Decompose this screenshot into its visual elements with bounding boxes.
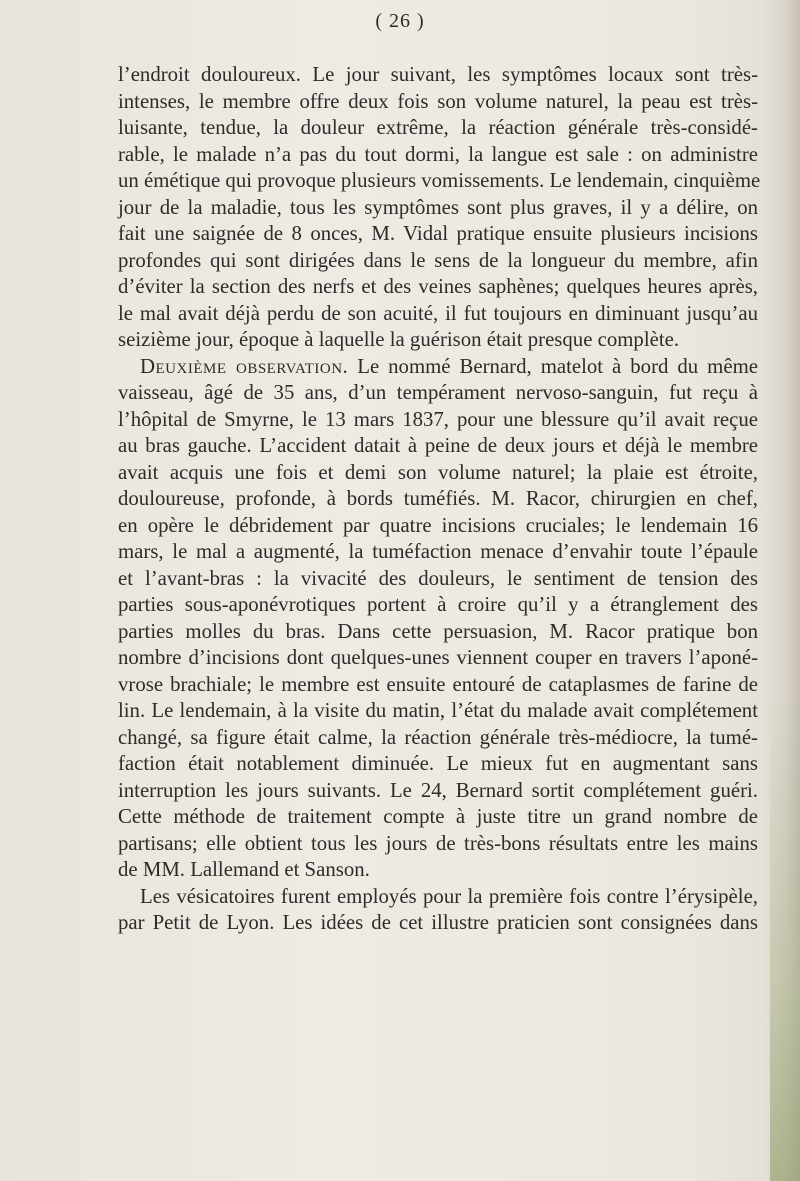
text-line: profondes qui sont dirigées dans le sens de la longueur du membre, afin <box>118 248 758 272</box>
text-line: en opère le débridement par quatre incisions cruciales; le lendemain 16 <box>118 513 758 537</box>
text-line: rable, le malade n’a pas du tout dormi, la langue est sale : on administre <box>118 142 758 166</box>
text-line: parties molles du bras. Dans cette persuasion, M. Racor pratique bon <box>118 619 758 643</box>
text-line: l’endroit douloureux. Le jour suivant, les symptômes locaux sont très- <box>118 63 758 86</box>
text-line: lin. Le lendemain, à la visite du matin, l’état du malade avait complétement <box>118 699 758 722</box>
text-line: fait une saignée de 8 onces, M. Vidal pratique ensuite plusieurs incisions <box>118 222 758 245</box>
page-number: ( 26 ) <box>375 10 425 32</box>
observation-label: Deuxième observation. <box>140 354 349 378</box>
text-line: l’hôpital de Smyrne, le 13 mars 1837, pour une blessure qu’il avait reçue <box>118 407 758 431</box>
text-line: d’éviter la section des nerfs et des veines saphènes; quelques heures après, <box>118 275 758 298</box>
text-line: seizième jour, époque à laquelle la guérison était presque complète. <box>118 328 680 351</box>
text-line: et l’avant-bras : la vivacité des douleurs, le sentiment de tension des <box>118 566 758 590</box>
body-text <box>118 62 761 937</box>
text-line: un émétique qui provoque plusieurs vomissements. Le lendemain, cinquième <box>118 169 761 192</box>
text-line: nombre d’incisions dont quelques-unes viennent couper en travers l’aponé- <box>118 646 758 669</box>
text-line: mars, le mal a augmenté, la tuméfaction menace d’envahir toute l’épaule <box>118 540 758 563</box>
text-line: parties sous-aponévrotiques portent à croire qu’il y a étranglement des <box>118 593 758 616</box>
observation-heading-line <box>118 354 758 381</box>
text-line: le mal avait déjà perdu de son acuité, il fut toujours en diminuant jusqu’au <box>118 301 758 325</box>
text-line: faction était notablement diminuée. Le mieux fut en augmentant sans <box>118 752 758 775</box>
text-line: changé, sa figure était calme, la réaction générale très-médiocre, la tumé- <box>118 725 758 749</box>
text-line: interruption les jours suivants. Le 24, Bernard sortit complétement guéri. <box>118 778 758 802</box>
text-line: vaisseau, âgé de 35 ans, d’un tempérament nervoso-sanguin, fut reçu à <box>118 381 758 404</box>
text-line: luisante, tendue, la douleur extrême, la réaction générale très-considé- <box>118 116 758 139</box>
text-line: de MM. Lallemand et Sanson. <box>118 858 370 881</box>
text-line: par Petit de Lyon. Les idées de cet illustre praticien sont consignées dans <box>118 911 758 934</box>
text-line: douloureuse, profonde, à bords tuméfiés. M. Racor, chirurgien en chef, <box>118 487 758 510</box>
page-edge-stain <box>770 700 800 1181</box>
text-line: avait acquis une fois et demi son volume naturel; la plaie est étroite, <box>118 460 758 484</box>
text-line: Les vésicatoires furent employés pour la première fois contre l’érysipèle, <box>140 884 758 908</box>
text-line: au bras gauche. L’accident datait à peine de deux jours et déjà le membre <box>118 434 758 457</box>
text-line: Le nommé Bernard, matelot à bord du même <box>357 354 758 378</box>
text-line: Cette méthode de traitement compte à juste titre un grand nombre de <box>118 805 758 828</box>
text-line: partisans; elle obtient tous les jours de très-bons résultats entre les mains <box>118 831 758 855</box>
text-line: intenses, le membre offre deux fois son volume naturel, la peau est très- <box>118 89 758 113</box>
text-line: vrose brachiale; le membre est ensuite entouré de cataplasmes de farine de <box>118 672 758 696</box>
text-line: jour de la maladie, tous les symptômes sont plus graves, il y a délire, on <box>118 195 758 219</box>
